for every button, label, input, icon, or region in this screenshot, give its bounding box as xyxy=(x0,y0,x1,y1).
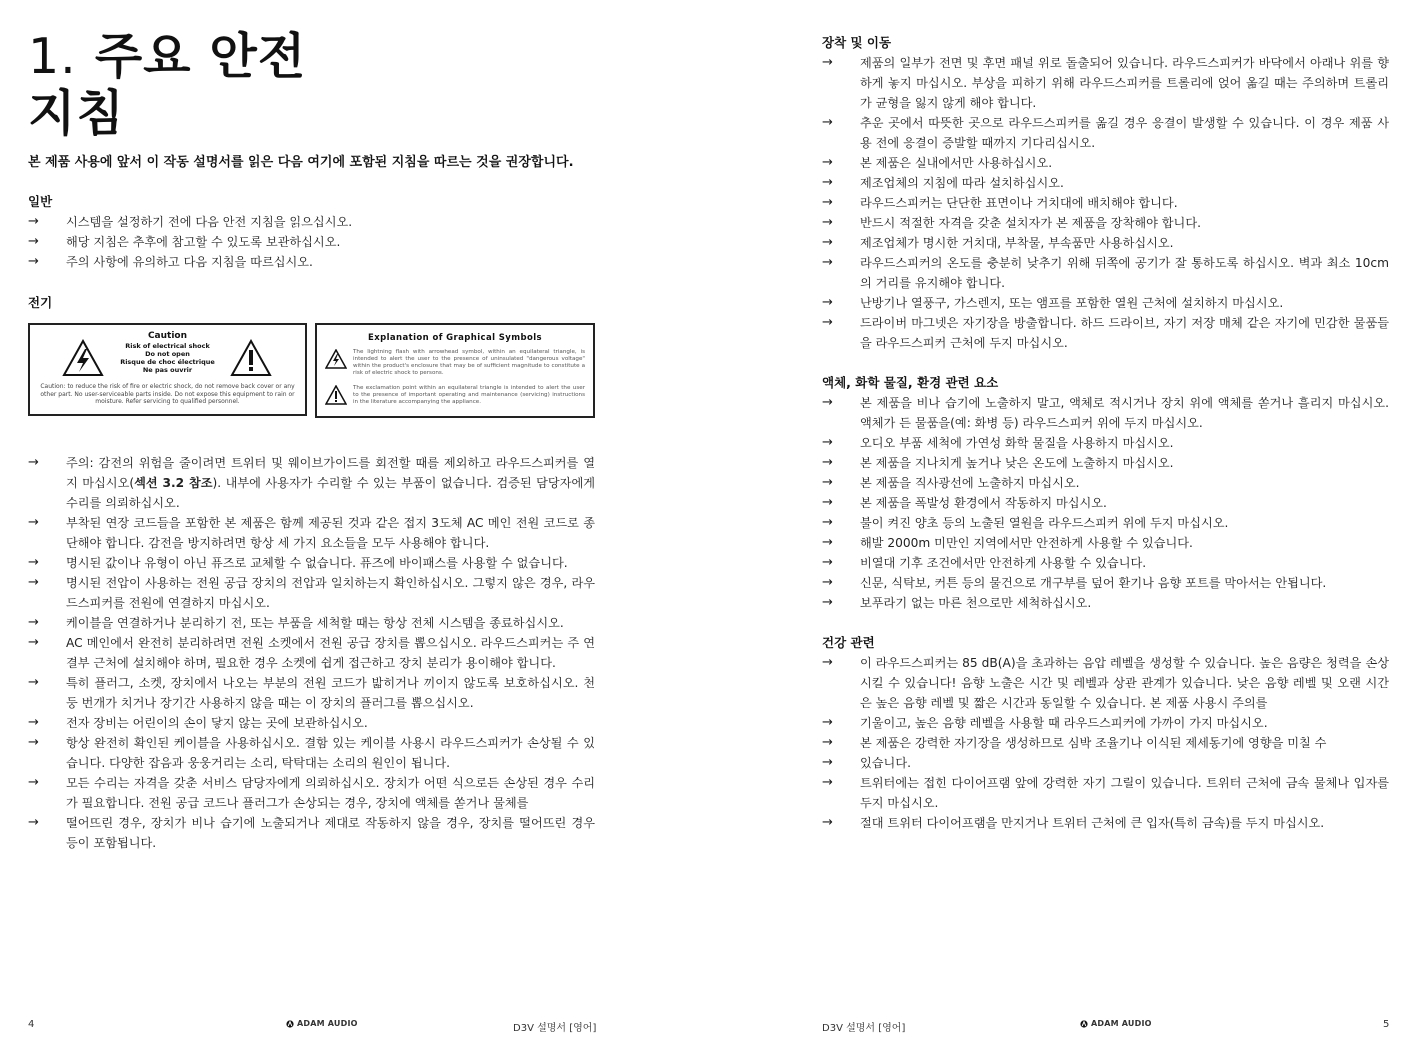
list-item: → 명시된 값이나 유형이 아닌 퓨즈로 교체할 수 없습니다. 퓨즈에 바이패스를 사용할 수 없습니다. xyxy=(28,553,595,573)
list-item: → AC 메인에서 완전히 분리하려면 전원 소켓에서 전원 공급 장치를 뽑으십시오. 라우드스피커는 주 연결부 근처에 설치해야 하며, 필요한 경우 소켓에 쉽게 접근하고 장치 분리가 용이해야 합니다. xyxy=(28,635,595,670)
intro-text: 본 제품 사용에 앞서 이 작동 설명서를 읽은 다음 여기에 포함된 지침을 따르는 것을 권장합니다. xyxy=(28,155,574,170)
left-page xyxy=(0,0,712,1053)
arrow-icon: → xyxy=(822,555,833,570)
adam-logo-icon xyxy=(286,1020,294,1028)
page-number: 4 xyxy=(28,1019,35,1030)
arrow-icon: → xyxy=(28,675,39,690)
brand-logo: ADAM AUDIO xyxy=(286,1019,358,1028)
section-reference: 섹션 3.2 참조 xyxy=(134,476,213,490)
page-title: 1. 주요 안전 지침 xyxy=(28,28,307,142)
list-item: → 부착된 연장 코드들을 포함한 본 제품은 함께 제공된 것과 같은 접지 3도체 AC 메인 전원 코드로 종단해야 합니다. 감전을 방지하려면 항상 세 가지 요소들을 모두 사용해야 합니다. xyxy=(28,515,595,550)
arrow-icon: → xyxy=(28,575,39,590)
list-item: → 해당 지침은 추후에 참고할 수 있도록 보관하십시오. xyxy=(28,232,595,252)
section-heading-electric: 전기 xyxy=(28,295,53,310)
list-item: → 본 제품을 비나 습기에 노출하지 말고, 액체로 적시거나 장치 위에 액체를 쏟거나 흘리지 마십시오. 액체가 든 물품을(예: 화병 등) 라우드스피커 위에 두지 마십시오. xyxy=(822,395,1389,430)
adam-logo-icon xyxy=(1080,1020,1088,1028)
document-label: D3V 설명서 [영어] xyxy=(513,1023,597,1034)
section-heading-health: 건강 관련 xyxy=(822,635,875,650)
list-item: → 본 제품을 폭발성 환경에서 작동하지 마십시오. xyxy=(822,493,1389,513)
list-item: → 본 제품은 강력한 자기장을 생성하므로 심박 조율기나 이식된 제세동기에 영향을 미칠 수 xyxy=(822,733,1389,753)
arrow-icon: → xyxy=(28,234,39,249)
exclamation-explanation: The exclamation point within an equilateral triangle is intended to alert the user to the presence of important operating and maintenance (servicing) instructions in the literature accompanying the appliance. xyxy=(353,385,585,405)
list-item: → 비열대 기후 조건에서만 안전하게 사용할 수 있습니다. xyxy=(822,553,1389,573)
list-item: → 반드시 적절한 자격을 갖춘 설치자가 본 제품을 장착해야 합니다. xyxy=(822,213,1389,233)
list-item: → 보푸라기 없는 마른 천으로만 세척하십시오. xyxy=(822,593,1389,613)
mounting-list xyxy=(822,53,1389,353)
list-item: → 특히 플러그, 소켓, 장치에서 나오는 부분의 전원 코드가 밟히거나 끼이지 않도록 보호하십시오. 천둥 번개가 치거나 장기간 사용하지 않을 때는 이 장치의 플러그를 뽑으십시오. xyxy=(28,675,595,710)
list-item: → 명시된 전압이 사용하는 전원 공급 장치의 전압과 일치하는지 확인하십시오. 그렇지 않은 경우, 라우드스피커를 전원에 연결하지 마십시오. xyxy=(28,575,595,610)
list-item: → 전자 장비는 어린이의 손이 닿지 않는 곳에 보관하십시오. xyxy=(28,713,595,733)
arrow-icon: → xyxy=(822,235,833,250)
list-item: → 난방기나 열풍구, 가스렌지, 또는 앰프를 포함한 열원 근처에 설치하지 마십시오. xyxy=(822,293,1389,313)
list-item: → 제품의 일부가 전면 및 후면 패널 위로 돌출되어 있습니다. 라우드스피커가 바닥에서 아래나 위를 향하게 놓지 마십시오. 부상을 피하기 위해 라우드스피커를 트롤리에 얹어 옮길 때는 주의하며 트롤리가 균형을 잃지 않게 해야 합니다. xyxy=(822,55,1389,110)
arrow-icon: → xyxy=(822,55,833,70)
list-item: → 시스템을 설정하기 전에 다음 안전 지침을 읽으십시오. xyxy=(28,212,595,232)
list-item: → 불이 켜진 양초 등의 노출된 열원을 라우드스피커 위에 두지 마십시오. xyxy=(822,513,1389,533)
arrow-icon: → xyxy=(28,715,39,730)
arrow-icon: → xyxy=(822,755,833,770)
arrow-icon: → xyxy=(822,435,833,450)
arrow-icon: → xyxy=(822,575,833,590)
section-heading-liquids: 액체, 화학 물질, 환경 관련 요소 xyxy=(822,375,999,390)
arrow-icon: → xyxy=(822,195,833,210)
arrow-icon: → xyxy=(822,175,833,190)
health-list xyxy=(822,653,1389,833)
arrow-icon: → xyxy=(28,555,39,570)
list-item: → 모든 수리는 자격을 갖춘 서비스 담당자에게 의뢰하십시오. 장치가 어떤 식으로든 손상된 경우 수리가 필요합니다. 전원 공급 코드나 플러그가 손상되는 경우, 장치에 액체를 쏟거나 물체를 xyxy=(28,775,595,810)
list-item: → 이 라우드스피커는 85 dB(A)을 초과하는 음압 레벨을 생성할 수 있습니다. 높은 음량은 청력을 손상시킬 수 있습니다! 음향 노출은 시간 및 레벨과 상관 관계가 있습니다. 낮은 음향 레벨 및 오랜 시간은 높은 음향 레벨 및 짧은 시간과 동일할 수 있습니다. 본 제품 사용시 주의를 xyxy=(822,655,1389,710)
page-number: 5 xyxy=(1383,1019,1390,1030)
arrow-icon: → xyxy=(822,115,833,130)
arrow-icon: → xyxy=(822,455,833,470)
arrow-icon: → xyxy=(28,214,39,229)
section-heading-mounting: 장착 및 이동 xyxy=(822,35,892,50)
arrow-icon: → xyxy=(28,254,39,269)
right-page xyxy=(712,0,1425,1053)
liquids-list xyxy=(822,393,1389,613)
arrow-icon: → xyxy=(822,815,833,830)
arrow-icon: → xyxy=(822,215,833,230)
brand-logo: ADAM AUDIO xyxy=(1080,1019,1152,1028)
arrow-icon: → xyxy=(822,595,833,610)
arrow-icon: → xyxy=(822,395,833,410)
arrow-icon: → xyxy=(822,535,833,550)
list-item: → 본 제품은 실내에서만 사용하십시오. xyxy=(822,153,1389,173)
list-item: → 신문, 식탁보, 커튼 등의 물건으로 개구부를 덮어 환기나 음향 포트를 막아서는 안됩니다. xyxy=(822,573,1389,593)
list-item: → 라우드스피커는 단단한 표면이나 거치대에 배치해야 합니다. xyxy=(822,193,1389,213)
list-item: → 절대 트위터 다이어프램을 만지거나 트위터 근처에 큰 입자(특히 금속)를 두지 마십시오. xyxy=(822,813,1389,833)
list-item: → 주의 사항에 유의하고 다음 지침을 따르십시오. xyxy=(28,252,595,272)
arrow-icon: → xyxy=(822,715,833,730)
lightning-warning-icon xyxy=(325,349,347,369)
arrow-icon: → xyxy=(822,295,833,310)
list-item: → 케이블을 연결하거나 분리하기 전, 또는 부품을 세척할 때는 항상 전체 시스템을 종료하십시오. xyxy=(28,613,595,633)
document-label: D3V 설명서 [영어] xyxy=(822,1023,906,1034)
arrow-icon: → xyxy=(28,635,39,650)
arrow-icon: → xyxy=(28,775,39,790)
list-item: → 제조업체가 명시한 거치대, 부착물, 부속품만 사용하십시오. xyxy=(822,233,1389,253)
list-item: → 기울이고, 높은 음향 레벨을 사용할 때 라우드스피커에 가까이 가지 마십시오. xyxy=(822,713,1389,733)
list-item: → 드라이버 마그넷은 자기장을 방출합니다. 하드 드라이브, 자기 저장 매체 같은 자기에 민감한 물품들을 라우드스피커 근처에 두지 마십시오. xyxy=(822,315,1389,350)
arrow-icon: → xyxy=(822,735,833,750)
arrow-icon: → xyxy=(28,735,39,750)
arrow-icon: → xyxy=(28,455,39,470)
caution-note: Caution: to reduce the risk of fire or electric shock, do not remove back cover or any other part. No user-serviceable parts inside. Do not expose this equipment to rain or moisture. Refer servicing to qualified personnel. xyxy=(40,383,295,405)
general-list xyxy=(28,212,595,272)
arrow-icon: → xyxy=(822,255,833,270)
list-item: → 제조업체의 지침에 따라 설치하십시오. xyxy=(822,173,1389,193)
list-item: → 본 제품을 직사광선에 노출하지 마십시오. xyxy=(822,473,1389,493)
list-item: → 추운 곳에서 따뜻한 곳으로 라우드스피커를 옮길 경우 응결이 발생할 수 있습니다. 이 경우 제품 사용 전에 응결이 증발할 때까지 기다리십시오. xyxy=(822,115,1389,150)
list-item: → 오디오 부품 세척에 가연성 화학 물질을 사용하지 마십시오. xyxy=(822,433,1389,453)
arrow-icon: → xyxy=(822,475,833,490)
exclamation-warning-icon xyxy=(325,385,347,405)
arrow-icon: → xyxy=(28,615,39,630)
section-heading-general: 일반 xyxy=(28,194,53,209)
arrow-icon: → xyxy=(822,315,833,330)
list-item: → 떨어뜨린 경우, 장치가 비나 습기에 노출되거나 제대로 작동하지 않을 경우, 장치를 떨어뜨린 경우 등이 포함됩니다. xyxy=(28,815,595,850)
caution-label: Caution Risk of electrical shock Do not open Risque de choc électrique Ne pas ouvrir Caution: to reduce the risk of fire or electric shock, do not remove back cover or any other part. No user-serviceable parts inside. Do not expose this equipment to rain or moisture. Refer servicing to qualified personnel. xyxy=(28,323,307,416)
caution-title: Caution xyxy=(147,331,188,341)
list-item: → 항상 완전히 확인된 케이블을 사용하십시오. 결함 있는 케이블 사용시 라우드스피커가 손상될 수 있습니다. 다양한 잡음과 웅웅거리는 소리, 탁탁대는 소리의 원인이 됩니다. xyxy=(28,735,595,770)
list-item: → 트위터에는 접힌 다이어프램 앞에 강력한 자기 그릴이 있습니다. 트위터 근처에 금속 물체나 입자를 두지 마십시오. xyxy=(822,775,1389,810)
arrow-icon: → xyxy=(822,655,833,670)
list-item: → 본 제품을 지나치게 높거나 낮은 온도에 노출하지 마십시오. xyxy=(822,453,1389,473)
symbols-title: Explanation of Graphical Symbols xyxy=(368,333,542,343)
electric-list xyxy=(28,453,595,853)
arrow-icon: → xyxy=(822,515,833,530)
list-item: → 라우드스피커의 온도를 충분히 낮추기 위해 뒤쪽에 공기가 잘 통하도록 하십시오. 벽과 최소 10cm의 거리를 유지해야 합니다. xyxy=(822,255,1389,290)
arrow-icon: → xyxy=(28,515,39,530)
arrow-icon: → xyxy=(822,155,833,170)
list-item: → 해발 2000m 미만인 지역에서만 안전하게 사용할 수 있습니다. xyxy=(822,533,1389,553)
list-item: → 있습니다. xyxy=(822,753,1389,773)
list-item: → 주의: 감전의 위험을 줄이려면 트위터 및 웨이브가이드를 회전할 때를 제외하고 라우드스피커를 열지 마십시오(섹션 3.2 참조). 내부에 사용자가 수리할 수 있는 부품이 없습니다. 검증된 담당자에게 수리를 의뢰하십시오. xyxy=(28,455,595,510)
arrow-icon: → xyxy=(822,495,833,510)
arrow-icon: → xyxy=(822,775,833,790)
arrow-icon: → xyxy=(28,815,39,830)
lightning-explanation: The lightning flash with arrowhead symbol, within an equilateral triangle, is intended to alert the user to the presence of uninsulated "dangerous voltage" within the product's enclosure that may be of sufficient magnitude to constitute a risk of electric shock to persons. xyxy=(353,349,585,376)
graphical-symbols-box xyxy=(315,323,595,418)
